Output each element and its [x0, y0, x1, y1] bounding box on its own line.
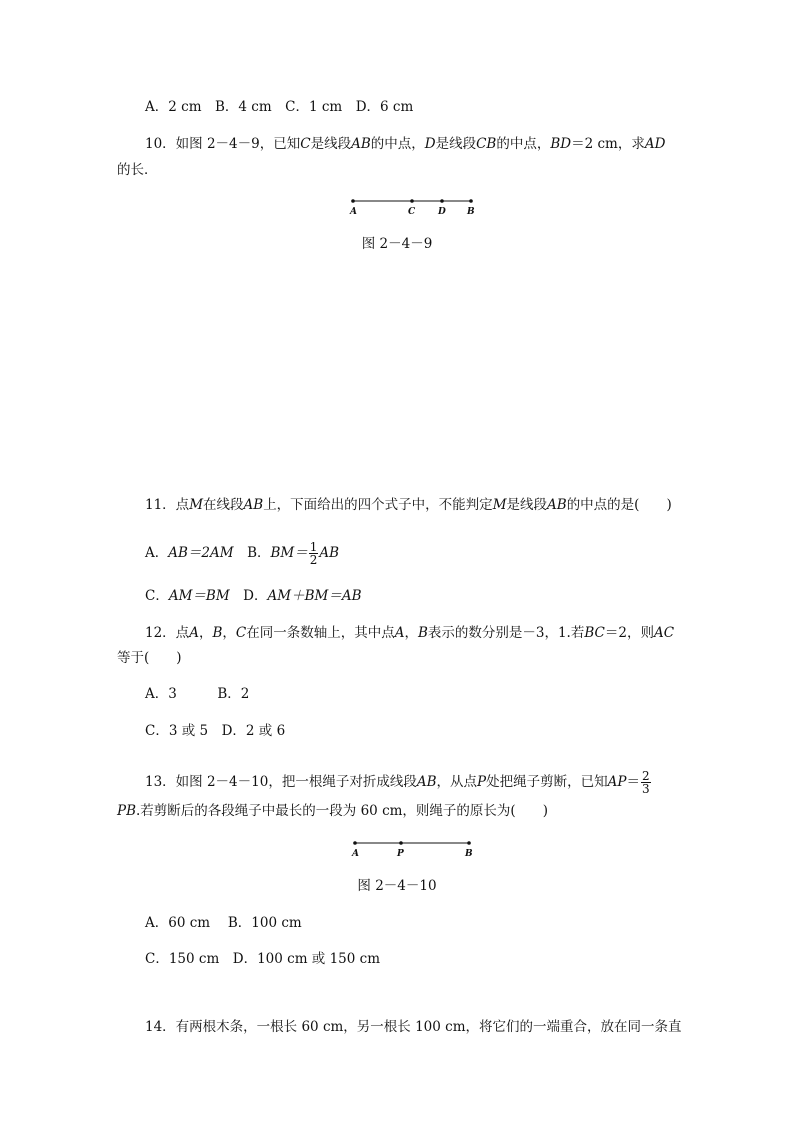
- label-p: P: [397, 849, 404, 859]
- fraction-two-thirds: $\frac{2}{3}$: [641, 769, 650, 796]
- q10-caption: 图 2－4－9: [361, 236, 433, 252]
- label-d: D: [438, 207, 446, 217]
- q10-stem-line2: 的长．: [117, 162, 158, 178]
- segment-diagram-2-4-9: [345, 195, 485, 219]
- q13-figure: [347, 837, 482, 865]
- q12-stem-line1: 12．点A，B，C在同一条数轴上，其中点A，B表示的数分别是－3，1.若BC＝2，则AC: [145, 625, 675, 641]
- label-b: B: [465, 849, 473, 859]
- q13-options-ab: A．60 cm B．100 cm: [145, 915, 302, 931]
- label-b: B: [467, 207, 475, 217]
- segment-diagram-2-4-10: [347, 837, 482, 861]
- q11-stem: 11．点M在线段AB上，下面给出的四个式子中，不能判定M是线段AB的中点的是( ): [145, 497, 672, 513]
- point-b: [469, 199, 473, 203]
- q9-options: A．2 cm B．4 cm C．1 cm D．6 cm: [145, 99, 414, 115]
- q13-caption: 图 2－4－10: [357, 878, 437, 894]
- fraction-one-half: $\frac{1}{2}$: [309, 540, 318, 567]
- q12-options-ab: A．3 B．2: [145, 686, 250, 702]
- q13-options-cd: C．150 cm D．100 cm 或 150 cm: [145, 951, 380, 967]
- label-a: A: [350, 207, 357, 217]
- q11-options-cd: C．AM＝BM D．AM＋BM＝AB: [145, 588, 362, 604]
- q10-stem-line1: 10．如图 2－4－9，已知C是线段AB的中点，D是线段CB的中点，BD＝2 cm，求AD: [145, 136, 666, 152]
- point-b: [467, 841, 471, 845]
- q14-stem-line1: 14．有两根木条，一根长 60 cm，另一根长 100 cm，将它们的一端重合，放在同一条直: [145, 1019, 682, 1035]
- label-c: C: [408, 207, 416, 217]
- point-c: [410, 199, 414, 203]
- q12-options-cd: C．3 或 5 D．2 或 6: [145, 723, 286, 739]
- q13-stem-line1: 13．如图 2－4－10，把一根绳子对折成线段AB，从点P处把绳子剪断，已知AP＝ $\frac{2}{3}$: [145, 769, 650, 796]
- point-a: [353, 841, 357, 845]
- q11-options-ab: A．AB＝2AM B．BM＝ $\frac{1}{2}$ AB: [145, 540, 340, 567]
- label-a: A: [352, 849, 359, 859]
- q13-stem-line2: PB.若剪断后的各段绳子中最长的一段为 60 cm，则绳子的原长为( ): [117, 803, 548, 819]
- point-p: [399, 841, 403, 845]
- q10-figure: [345, 195, 485, 223]
- q12-stem-line2: 等于( ): [117, 650, 182, 666]
- point-a: [351, 199, 355, 203]
- point-d: [440, 199, 444, 203]
